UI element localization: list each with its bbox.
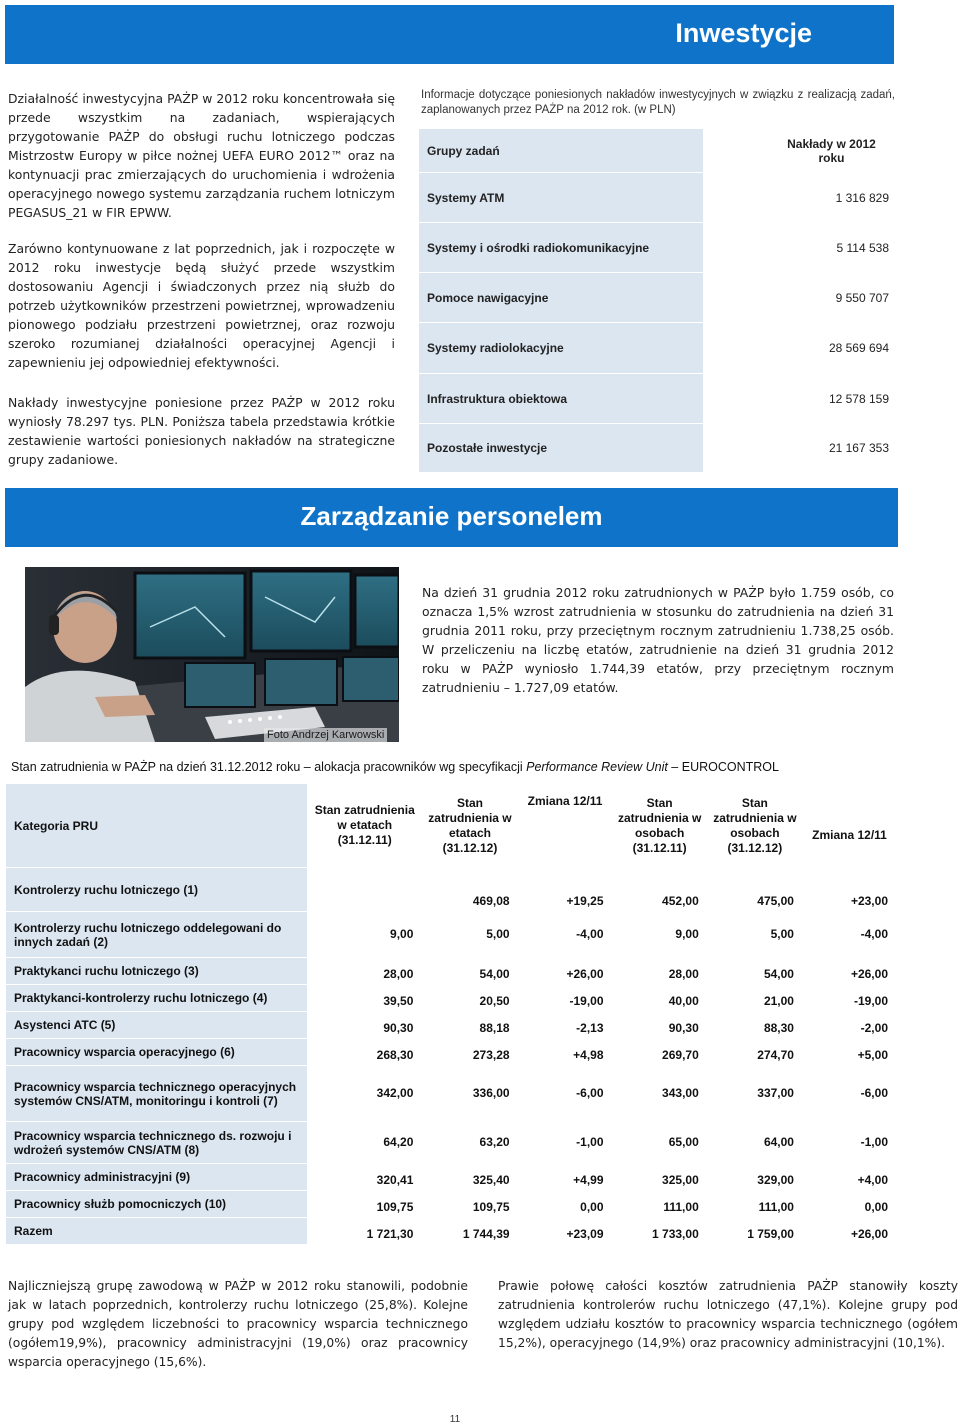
value-cell: 111,00: [612, 1191, 707, 1218]
table-row: [419, 424, 898, 473]
intro-paragraph-1: Działalność inwestycyjna PAŻP w 2012 roku koncentrowała się przede wszystkim na zadaniach, wspierających przygotowanie PAŻP do obsługi ruchu lotniczego podczas Mistrzostw Europy w piłce nożnej UEFA EURO 2012™ oraz na kontynuacji prac zmierzających do uruchomienia i wdrożenia operacyjnego nowego systemu zarządzania ruchem lotniczym PEGASUS_21 w FIR EPWW.: [8, 91, 395, 220]
header-cell: Stan zatrudnienia w osobach (31.12.12): [707, 784, 802, 868]
value-cell: 111,00: [707, 1191, 802, 1218]
table-row-total: [6, 1218, 897, 1245]
table-row: [6, 958, 897, 985]
category-cell: Razem: [6, 1218, 308, 1245]
value-cell: 9,00: [612, 912, 707, 958]
group-cell: Infrastruktura obiektowa: [419, 374, 704, 424]
table-row: [6, 868, 897, 912]
caption-italic: Performance Review Unit: [526, 760, 668, 774]
value-cell: 12 578 159: [704, 374, 898, 424]
value-cell: -2,00: [802, 1012, 896, 1039]
value-cell: 0,00: [518, 1191, 612, 1218]
value-cell: 21 167 353: [704, 424, 898, 473]
intro-paragraph-3: Nakłady inwestycyjne poniesione przez PAŻP w 2012 roku wyniosły 78.297 tys. PLN. Poniższa tabela przedstawia krótkie zestawienie wartości poniesionych nakładów na strategiczne grupy zadaniowe.: [8, 395, 395, 467]
header-cell: Stan zatrudnienia w etatach (31.12.11): [308, 784, 422, 868]
value-cell: -19,00: [518, 985, 612, 1012]
value-cell: 5,00: [422, 912, 518, 958]
value-cell: 336,00: [422, 1066, 518, 1122]
value-cell: 64,20: [308, 1122, 422, 1164]
value-cell: +26,00: [802, 958, 896, 985]
table-header-row: [6, 784, 897, 868]
value-cell: 1 721,30: [308, 1218, 422, 1245]
group-cell: Pomoce nawigacyjne: [419, 273, 704, 323]
value-cell: 28,00: [308, 958, 422, 985]
value-cell: 65,00: [612, 1122, 707, 1164]
value-cell: -4,00: [802, 912, 896, 958]
value-cell: 320,41: [308, 1164, 422, 1191]
value-cell: -19,00: [802, 985, 896, 1012]
value-cell: 337,00: [707, 1066, 802, 1122]
category-cell: Praktykanci-kontrolerzy ruchu lotniczego (4): [6, 985, 308, 1012]
category-cell: Kontrolerzy ruchu lotniczego oddelegowani do innych zadań (2): [6, 912, 308, 958]
value-cell: 90,30: [308, 1012, 422, 1039]
value-cell: +4,98: [518, 1039, 612, 1066]
value-cell: 1 733,00: [612, 1218, 707, 1245]
value-cell: 21,00: [707, 985, 802, 1012]
header-cell: Stan zatrudnienia w osobach (31.12.11): [612, 784, 707, 868]
footer-text-right: Prawie połowę całości kosztów zatrudnienia PAŻP stanowiły koszty zatrudnienia kontrolerów ruchu lotniczego (47,1%). Kolejne grupy pod względem udziału kosztów to pracownicy wsparcia technicznego (ogółem 15,2%), operacyjnego (14,9%) oraz pracownicy administracyjni (10,1%).: [498, 1279, 958, 1350]
value-cell: 88,18: [422, 1012, 518, 1039]
value-cell: 1 744,39: [422, 1218, 518, 1245]
table-row: [6, 1164, 897, 1191]
value-cell: -1,00: [802, 1122, 896, 1164]
section-title: Inwestycje: [675, 18, 812, 48]
value-cell: 5 114 538: [704, 223, 898, 273]
value-cell: 325,00: [612, 1164, 707, 1191]
value-cell: +26,00: [518, 958, 612, 985]
header-cell: Nakłady w 2012 roku: [704, 129, 898, 173]
category-cell: Asystenci ATC (5): [6, 1012, 308, 1039]
control-room-photo: [25, 567, 399, 742]
category-cell: Praktykanci ruchu lotniczego (3): [6, 958, 308, 985]
group-cell: Pozostałe inwestycje: [419, 424, 704, 473]
header-cell: Stan zatrudnienia w etatach (31.12.12): [422, 784, 518, 868]
value-cell: 268,30: [308, 1039, 422, 1066]
value-cell: 269,70: [612, 1039, 707, 1066]
value-cell: 325,40: [422, 1164, 518, 1191]
value-cell: 20,50: [422, 985, 518, 1012]
value-cell: 274,70: [707, 1039, 802, 1066]
intro-text: [8, 89, 395, 486]
value-cell: 63,20: [422, 1122, 518, 1164]
value-cell: 28 569 694: [704, 323, 898, 374]
header-cell: Grupy zadań: [419, 129, 704, 173]
value-cell: 88,30: [707, 1012, 802, 1039]
staff-table-caption: [11, 760, 891, 774]
group-cell: Systemy ATM: [419, 173, 704, 223]
value-cell: 9 550 707: [704, 273, 898, 323]
value-cell: -4,00: [518, 912, 612, 958]
photo-illustration: [25, 567, 399, 742]
investment-table: [418, 128, 898, 473]
value-cell: -6,00: [802, 1066, 896, 1122]
table-row: [6, 1066, 897, 1122]
table-row: [6, 912, 897, 958]
value-cell: +4,99: [518, 1164, 612, 1191]
intro-paragraph-2: Zarówno kontynuowane z lat poprzednich, jak i rozpoczęte w 2012 roku inwestycje będą służyć przede wszystkim dostosowaniu Agencji i świadczonych przez nią służb do potrzeb użytkowników przestrzeni powietrznej, wprowadzeniu pionowego podziału przestrzeni powietrznej, oraz rozwoju szeroko rozumianej działalności operacyjnej Agencji i zapewnieniu jej odpowiedniej efektywności.: [8, 241, 395, 370]
table-row: [419, 223, 898, 273]
table-row: [419, 273, 898, 323]
value-cell: 1 316 829: [704, 173, 898, 223]
value-cell: 343,00: [612, 1066, 707, 1122]
table-row: [6, 1191, 897, 1218]
footer-text-left: Najliczniejszą grupę zawodową w PAŻP w 2012 roku stanowili, podobnie jak w latach poprzednich, kontrolerzy ruchu lotniczego (25,8%). Kolejne grupy pod względem liczebności to pracownicy wsparcia technicznego (ogółem19,9%), pracownicy administracyjni (19,0%) oraz pracownicy wsparcia operacyjnego (15,6%).: [8, 1279, 468, 1369]
value-cell: +5,00: [802, 1039, 896, 1066]
value-cell: 40,00: [612, 985, 707, 1012]
category-cell: Pracownicy służb pomocniczych (10): [6, 1191, 308, 1218]
section-title: Zarządzanie personelem: [300, 501, 603, 531]
table-row: [6, 1039, 897, 1066]
value-cell: 39,50: [308, 985, 422, 1012]
section-banner-personnel: [5, 488, 898, 547]
value-cell: 64,00: [707, 1122, 802, 1164]
value-cell: 0,00: [802, 1191, 896, 1218]
value-cell: +23,09: [518, 1218, 612, 1245]
value-cell: 54,00: [707, 958, 802, 985]
value-cell: 469,08: [308, 868, 518, 912]
value-cell: -2,13: [518, 1012, 612, 1039]
category-cell: Pracownicy administracyjni (9): [6, 1164, 308, 1191]
table-row: [419, 374, 898, 424]
caption-main: Stan zatrudnienia w PAŻP na dzień 31.12.2012 roku – alokacja pracowników wg specyfikacji: [11, 760, 527, 774]
caption-end: – EUROCONTROL: [667, 760, 779, 774]
value-cell: +4,00: [802, 1164, 896, 1191]
value-cell: 452,00: [612, 868, 707, 912]
header-cell: Kategoria PRU: [6, 784, 308, 868]
table-header-row: [419, 129, 898, 173]
value-cell: -1,00: [518, 1122, 612, 1164]
value-cell: 9,00: [308, 912, 422, 958]
value-cell: 475,00: [707, 868, 802, 912]
value-cell: -6,00: [518, 1066, 612, 1122]
value-cell: +19,25: [518, 868, 612, 912]
category-cell: Pracownicy wsparcia operacyjnego (6): [6, 1039, 308, 1066]
investment-table-caption: Informacje dotyczące poniesionych nakładów inwestycyjnych w związku z realizacją zadań, zaplanowanych przez PAŻP na 2012 rok. (w PLN): [421, 89, 895, 116]
table-row: [419, 323, 898, 374]
table-row: [6, 985, 897, 1012]
staff-table: [5, 783, 897, 1245]
value-cell: +26,00: [802, 1218, 896, 1245]
photo-credit: Foto Andrzej Karwowski: [264, 728, 387, 742]
personnel-text: Na dzień 31 grudnia 2012 roku zatrudnionych w PAŻP było 1.759 osób, co oznacza 1,5% wzrost zatrudnienia w stosunku do zatrudnienia na dzień 31 grudnia 2011 roku, przy przeciętnym rocznym zatrudnieniu 1.738,25 osób. W przeliczeniu na liczbę etatów, zatrudnienie na dzień 31 grudnia 2012 roku w PAŻP wyniosło 1.744,39 etatów, przy przeciętnym rocznym zatrudnieniu – 1.727,09 etatów.: [422, 585, 894, 695]
table-row: [6, 1012, 897, 1039]
value-cell: 54,00: [422, 958, 518, 985]
value-cell: 90,30: [612, 1012, 707, 1039]
value-cell: 5,00: [707, 912, 802, 958]
category-cell: Pracownicy wsparcia technicznego ds. rozwoju i wdrożeń systemów CNS/ATM (8): [6, 1122, 308, 1164]
header-cell: Zmiana 12/11: [802, 784, 896, 868]
value-cell: 109,75: [308, 1191, 422, 1218]
category-cell: Pracownicy wsparcia technicznego operacyjnych systemów CNS/ATM, monitoringu i kontroli (7): [6, 1066, 308, 1122]
table-row: [6, 1122, 897, 1164]
value-cell: 28,00: [612, 958, 707, 985]
section-banner-investments: [5, 5, 894, 64]
value-cell: 109,75: [422, 1191, 518, 1218]
value-cell: 329,00: [707, 1164, 802, 1191]
header-cell: Zmiana 12/11: [518, 784, 612, 868]
value-cell: 342,00: [308, 1066, 422, 1122]
value-cell: 1 759,00: [707, 1218, 802, 1245]
value-cell: 273,28: [422, 1039, 518, 1066]
value-cell: +23,00: [802, 868, 896, 912]
page-number: 11: [449, 1414, 461, 1425]
table-row: [419, 173, 898, 223]
group-cell: Systemy radiolokacyjne: [419, 323, 704, 374]
category-cell: Kontrolerzy ruchu lotniczego (1): [6, 868, 308, 912]
group-cell: Systemy i ośrodki radiokomunikacyjne: [419, 223, 704, 273]
